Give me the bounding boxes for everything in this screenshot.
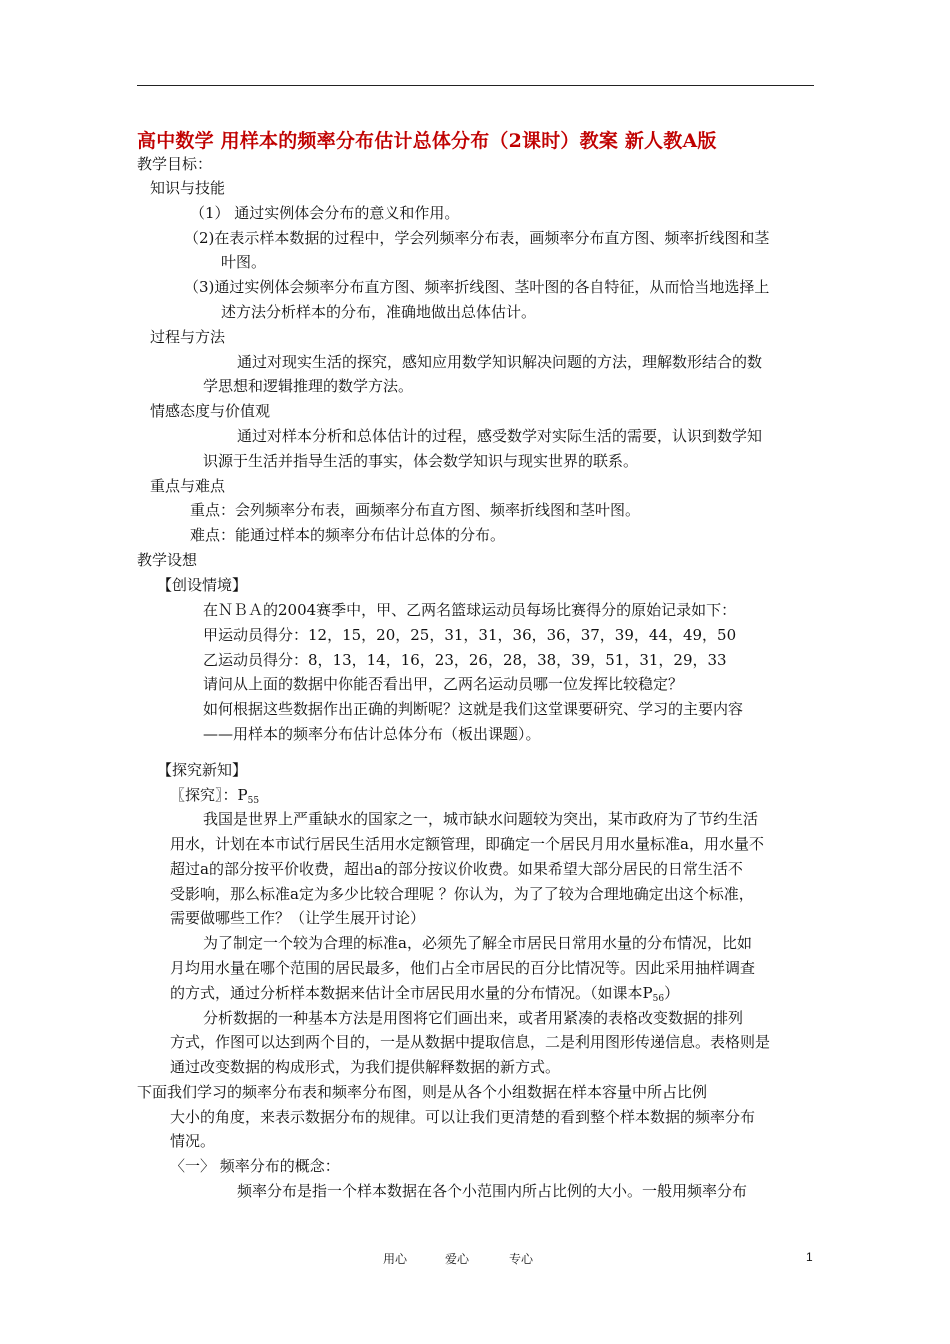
- explore-para-2-line-3-end: ）: [664, 984, 680, 1002]
- explore-para-3-line-1: 分析数据的一种基本方法是用图将它们画出来，或者用紧凑的表格改变数据的排列: [203, 1009, 744, 1027]
- explore-para-1-line-5: 需要做哪些工作？（让学生展开讨论）: [170, 909, 426, 927]
- scene-line-6: ——用样本的频率分布估计总体分布（板出课题）。: [203, 725, 541, 743]
- section-heading-design: 教学设想: [137, 551, 198, 569]
- explore-para-4-line-2: 大小的角度，来表示数据分布的规律。可以让我们更清楚的看到整个样本数据的频率分布: [170, 1108, 756, 1126]
- footer-motto-1: 用心: [383, 1252, 408, 1266]
- footer-motto-3: 专心: [509, 1252, 534, 1266]
- scene-line-4: 请问从上面的数据中你能否看出甲，乙两名运动员哪一位发挥比较稳定？: [203, 675, 684, 693]
- explore-para-2-line-3: [170, 983, 679, 1009]
- explore-para-1-line-2: 用水，计划在本市试行居民生活用水定额管理，即确定一个居民月用水量标准a，用水量不: [170, 835, 764, 853]
- explore-para-4-line-1: 下面我们学习的频率分布表和频率分布图，则是从各个小组数据在样本容量中所占比例: [137, 1083, 708, 1101]
- subheading-attitude: 情感态度与价值观: [150, 402, 271, 420]
- attitude-text-line-2: 识源于生活并指导生活的事实，体会数学知识与现实世界的联系。: [203, 452, 639, 470]
- scene-heading: 【创设情境】: [157, 576, 248, 594]
- knowledge-item-2-line-2: 叶图。: [221, 253, 267, 271]
- scene-line-scores-b: 乙运动员得分：8，13，14，16，23，26，28，38，39，51，31，29，33: [203, 651, 727, 669]
- explore-para-1-line-4: 受影响，那么标准a定为多少比较合理呢 ？你认为，为了了较为合理地确定出这个标准，: [170, 885, 754, 903]
- attitude-text-line-1: 通过对样本分析和总体估计的过程，感受数学对实际生活的需要，认识到数学知: [237, 427, 763, 445]
- concept-text-line-1: 频率分布是指一个样本数据在各个小范围内所占比例的大小。一般用频率分布: [237, 1182, 748, 1200]
- explore-para-2-line-3-text: 的方式，通过分析样本数据来估计全市居民用水量的分布情况。（如课本P: [170, 984, 653, 1002]
- scene-line-1: 在ＮＢＡ的2004赛季中，甲、乙两名篮球运动员每场比赛得分的原始记录如下：: [203, 601, 737, 619]
- concept-heading: 〈一〉 频率分布的概念：: [170, 1157, 340, 1175]
- explore-para-3-line-3: 通过改变数据的构成形式，为我们提供解释数据的新方式。: [170, 1058, 561, 1076]
- subheading-key-points: 重点与难点: [150, 477, 226, 495]
- explore-para-1-line-1: 我国是世界上严重缺水的国家之一，城市缺水问题较为突出，某市政府为了节约生活: [203, 810, 759, 828]
- explore-para-3-line-2: 方式，作图可以达到两个目的，一是从数据中提取信息，二是利用图形传递信息。表格则是: [170, 1033, 771, 1051]
- explore-heading: 【探究新知】: [157, 761, 248, 779]
- knowledge-item-3-line-2: 述方法分析样本的分布，准确地做出总体估计。: [221, 303, 537, 321]
- scene-line-5: 如何根据这些数据作出正确的判断呢？这就是我们这堂课要研究、学习的主要内容: [203, 700, 744, 718]
- key-point: 重点：会列频率分布表，画频率分布直方图、频率折线图和茎叶图。: [190, 501, 641, 519]
- subheading-process: 过程与方法: [150, 328, 226, 346]
- scene-line-scores-a: 甲运动员得分：12，15，20，25，31，31，36，36，37，39，44，49，50: [203, 626, 737, 644]
- document-title: 高中数学 用样本的频率分布估计总体分布（2课时）教案 新人教A版: [137, 130, 717, 152]
- explore-reference-page: 55: [247, 796, 260, 806]
- section-heading-goals: 教学目标：: [137, 155, 213, 173]
- textbook-page-number: 56: [652, 994, 665, 1004]
- subheading-knowledge: 知识与技能: [150, 179, 226, 197]
- page-number: 1: [806, 1250, 813, 1264]
- explore-reference: [170, 785, 259, 811]
- knowledge-item-2-line-1: （2)在表示样本数据的过程中，学会列频率分布表，画频率分布直方图、频率折线图和茎: [184, 229, 770, 247]
- explore-para-2-line-2: 月均用水量在哪个范围的居民最多，他们占全市居民的百分比情况等。因此采用抽样调查: [170, 959, 756, 977]
- explore-para-4-line-3: 情况。: [170, 1132, 216, 1150]
- process-text-line-1: 通过对现实生活的探究，感知应用数学知识解决问题的方法，理解数形结合的数: [237, 353, 763, 371]
- difficult-point: 难点：能通过样本的频率分布估计总体的分布。: [190, 526, 506, 544]
- explore-para-1-line-3: 超过a的部分按平价收费，超出a的部分按议价收费。如果希望大部分居民的日常生活不: [170, 860, 743, 878]
- explore-reference-text: 〖探究〗：P: [170, 786, 248, 804]
- footer-motto-2: 爱心: [445, 1252, 470, 1266]
- explore-para-2-line-1: 为了制定一个较为合理的标准a，必须先了解全市居民日常用水量的分布情况，比如: [203, 934, 752, 952]
- process-text-line-2: 学思想和逻辑推理的数学方法。: [203, 377, 414, 395]
- knowledge-item-1: （1） 通过实例体会分布的意义和作用。: [190, 204, 460, 222]
- header-rule: [137, 85, 814, 86]
- knowledge-item-3-line-1: （3)通过实例体会频率分布直方图、频率折线图、茎叶图的各自特征，从而恰当地选择上: [184, 278, 770, 296]
